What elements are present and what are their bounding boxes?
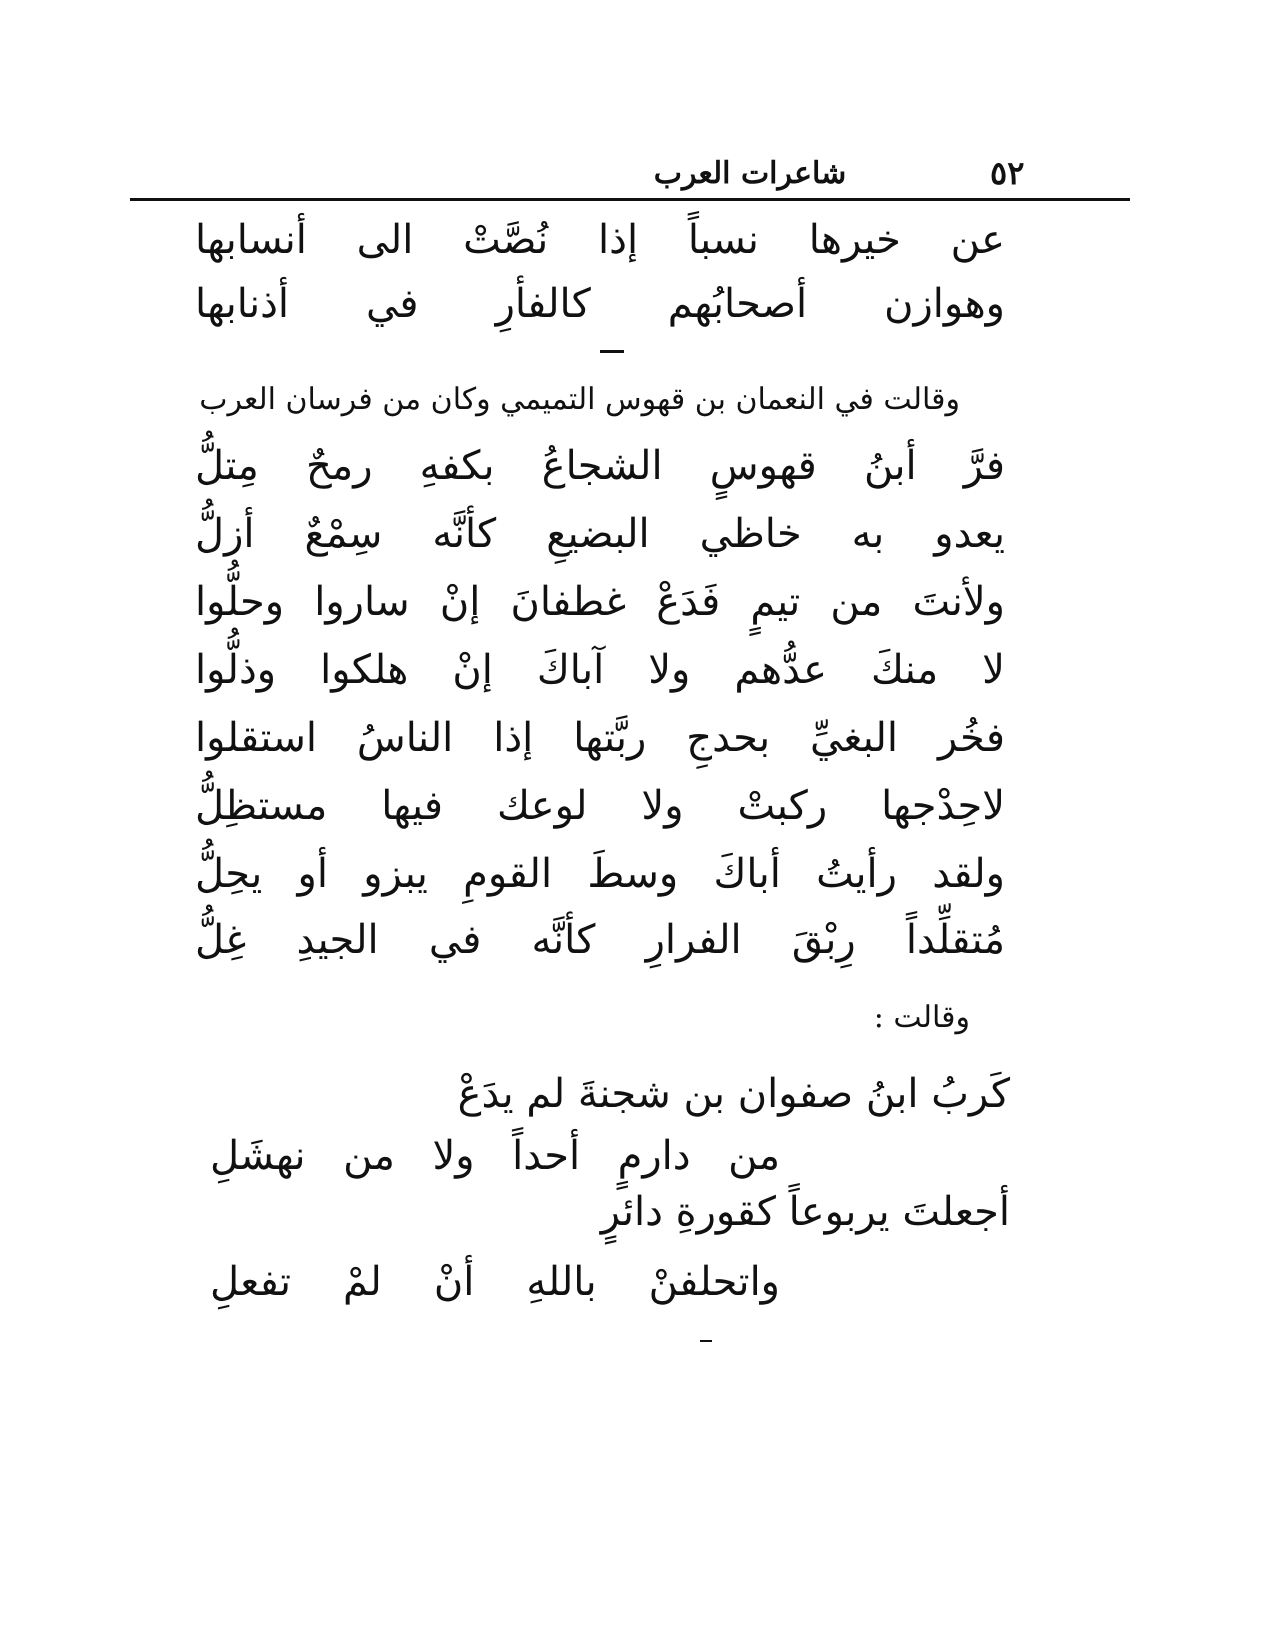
page-header <box>130 150 1130 198</box>
verse-hemistich: من دارمٍ أحداً ولا من نهشَلِ <box>210 1133 780 1179</box>
running-title: شاعرات العرب <box>653 156 847 191</box>
verse-line: فرَّ أبنُ قهوسٍ الشجاعُ بكفهِ رمحٌ مِتلُّ <box>195 443 1005 489</box>
verse-line: عن خيرها نسباً إذا نُصَّتْ الى أنسابها <box>195 217 1005 263</box>
page-number: ٥٢ <box>990 154 1025 192</box>
verse-hemistich: واتحلفنْ باللهِ أنْ لمْ تفعلِ <box>210 1259 780 1305</box>
verse-line: مُتقلِّداً رِبْقَ الفرارِ كأنَّه في الجيدِ غِلُّ <box>195 917 1005 963</box>
section-divider <box>600 350 624 353</box>
verse-line: لاحِدْجها ركبتْ ولا لوعك فيها مستظِلُّ <box>195 783 1005 829</box>
header-rule <box>130 198 1130 201</box>
verse-line: ولأنتَ من تيمٍ فَدَعْ غطفانَ إنْ ساروا وحلُّوا <box>195 579 1005 625</box>
section-intro: وقالت : <box>873 1000 970 1035</box>
verse-line: ولقد رأيتُ أباكَ وسطَ القومِ يبزو أو يحِلُّ <box>195 851 1005 897</box>
verse-line: وهوازن أصحابُهم كالفأرِ في أذنابها <box>195 281 1005 327</box>
verse-line: يعدو به خاظي البضيعِ كأنَّه سِمْعٌ أزلُّ <box>195 511 1005 557</box>
verse-hemistich: كَربُ ابنُ صفوان بن شجنةَ لم يدَعْ <box>457 1071 1010 1117</box>
verse-hemistich: أجعلتَ يربوعاً كقورةِ دائرٍ <box>600 1189 1010 1235</box>
section-intro: وقالت في النعمان بن قهوس التميمي وكان من فرسان العرب <box>199 382 960 417</box>
end-mark <box>700 1340 712 1342</box>
verse-line: لا منكَ عدُّهم ولا آباكَ إنْ هلكوا وذلُّوا <box>195 647 1005 693</box>
verse-line: فخُر البغيِّ بحدجِ ربَّتها إذا الناسُ استقلوا <box>195 715 1005 761</box>
